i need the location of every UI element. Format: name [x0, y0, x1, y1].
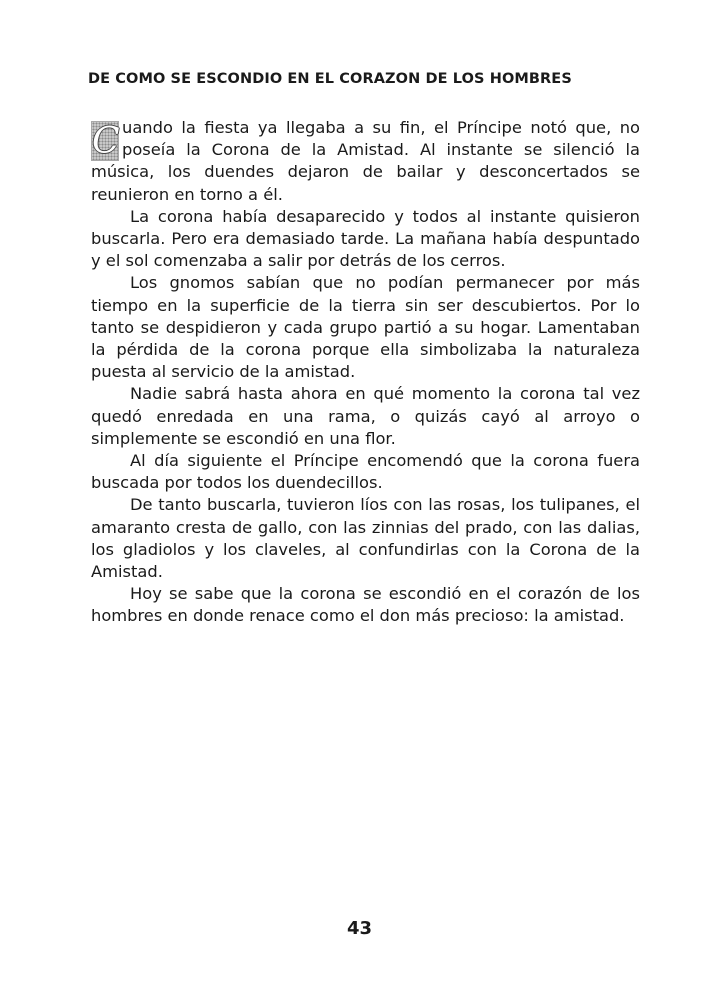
paragraph-4: Nadie sabrá hasta ahora en qué momento la corona tal vez quedó enredada en una rama, o quizás cayó al arroyo o simplemente se escondió en una flor. — [91, 384, 640, 448]
body-text — [91, 117, 640, 628]
paragraph-6: De tanto buscarla, tuvieron líos con las rosas, los tulipanes, el amaranto cresta de gallo, con las zinnias del prado, con las dalias, los gladiolos y los claveles, al confundirlas con la Corona de la Amistad. — [91, 495, 640, 582]
paragraph-5: Al día siguiente el Príncipe encomendó que la corona fuera buscada por todos los duendecillos. — [91, 451, 640, 493]
dropcap-ornament — [91, 121, 119, 161]
paragraph-1 — [91, 117, 640, 206]
paragraph-3: Los gnomos sabían que no podían permanecer por más tiempo en la superficie de la tierra sin ser descubiertos. Por lo tanto se despidieron y cada grupo partió a su hogar. Lamentaban la pérdida de la corona porque ella simbolizaba la naturaleza puesta al servicio de la amistad. — [91, 273, 640, 382]
chapter-title: DE COMO SE ESCONDIO EN EL CORAZON DE LOS HOMBRES — [88, 71, 572, 87]
paragraph-1-text: uando la fiesta ya llegaba a su fin, el Príncipe notó que, no poseía la Corona de la Amistad. Al instante se silenció la música, los duendes dejaron de bailar y desconcertados se reunieron en torno a él. — [91, 118, 640, 204]
paragraph-7: Hoy se sabe que la corona se escondió en el corazón de los hombres en donde renace como el don más precioso: la amistad. — [91, 584, 640, 626]
dropcap-letter: C — [92, 121, 120, 162]
page-number: 43 — [346, 918, 373, 939]
paragraph-2: La corona había desaparecido y todos al instante quisieron buscarla. Pero era demasiado tarde. La mañana había despuntado y el sol comenzaba a salir por detrás de los cerros. — [91, 206, 640, 271]
